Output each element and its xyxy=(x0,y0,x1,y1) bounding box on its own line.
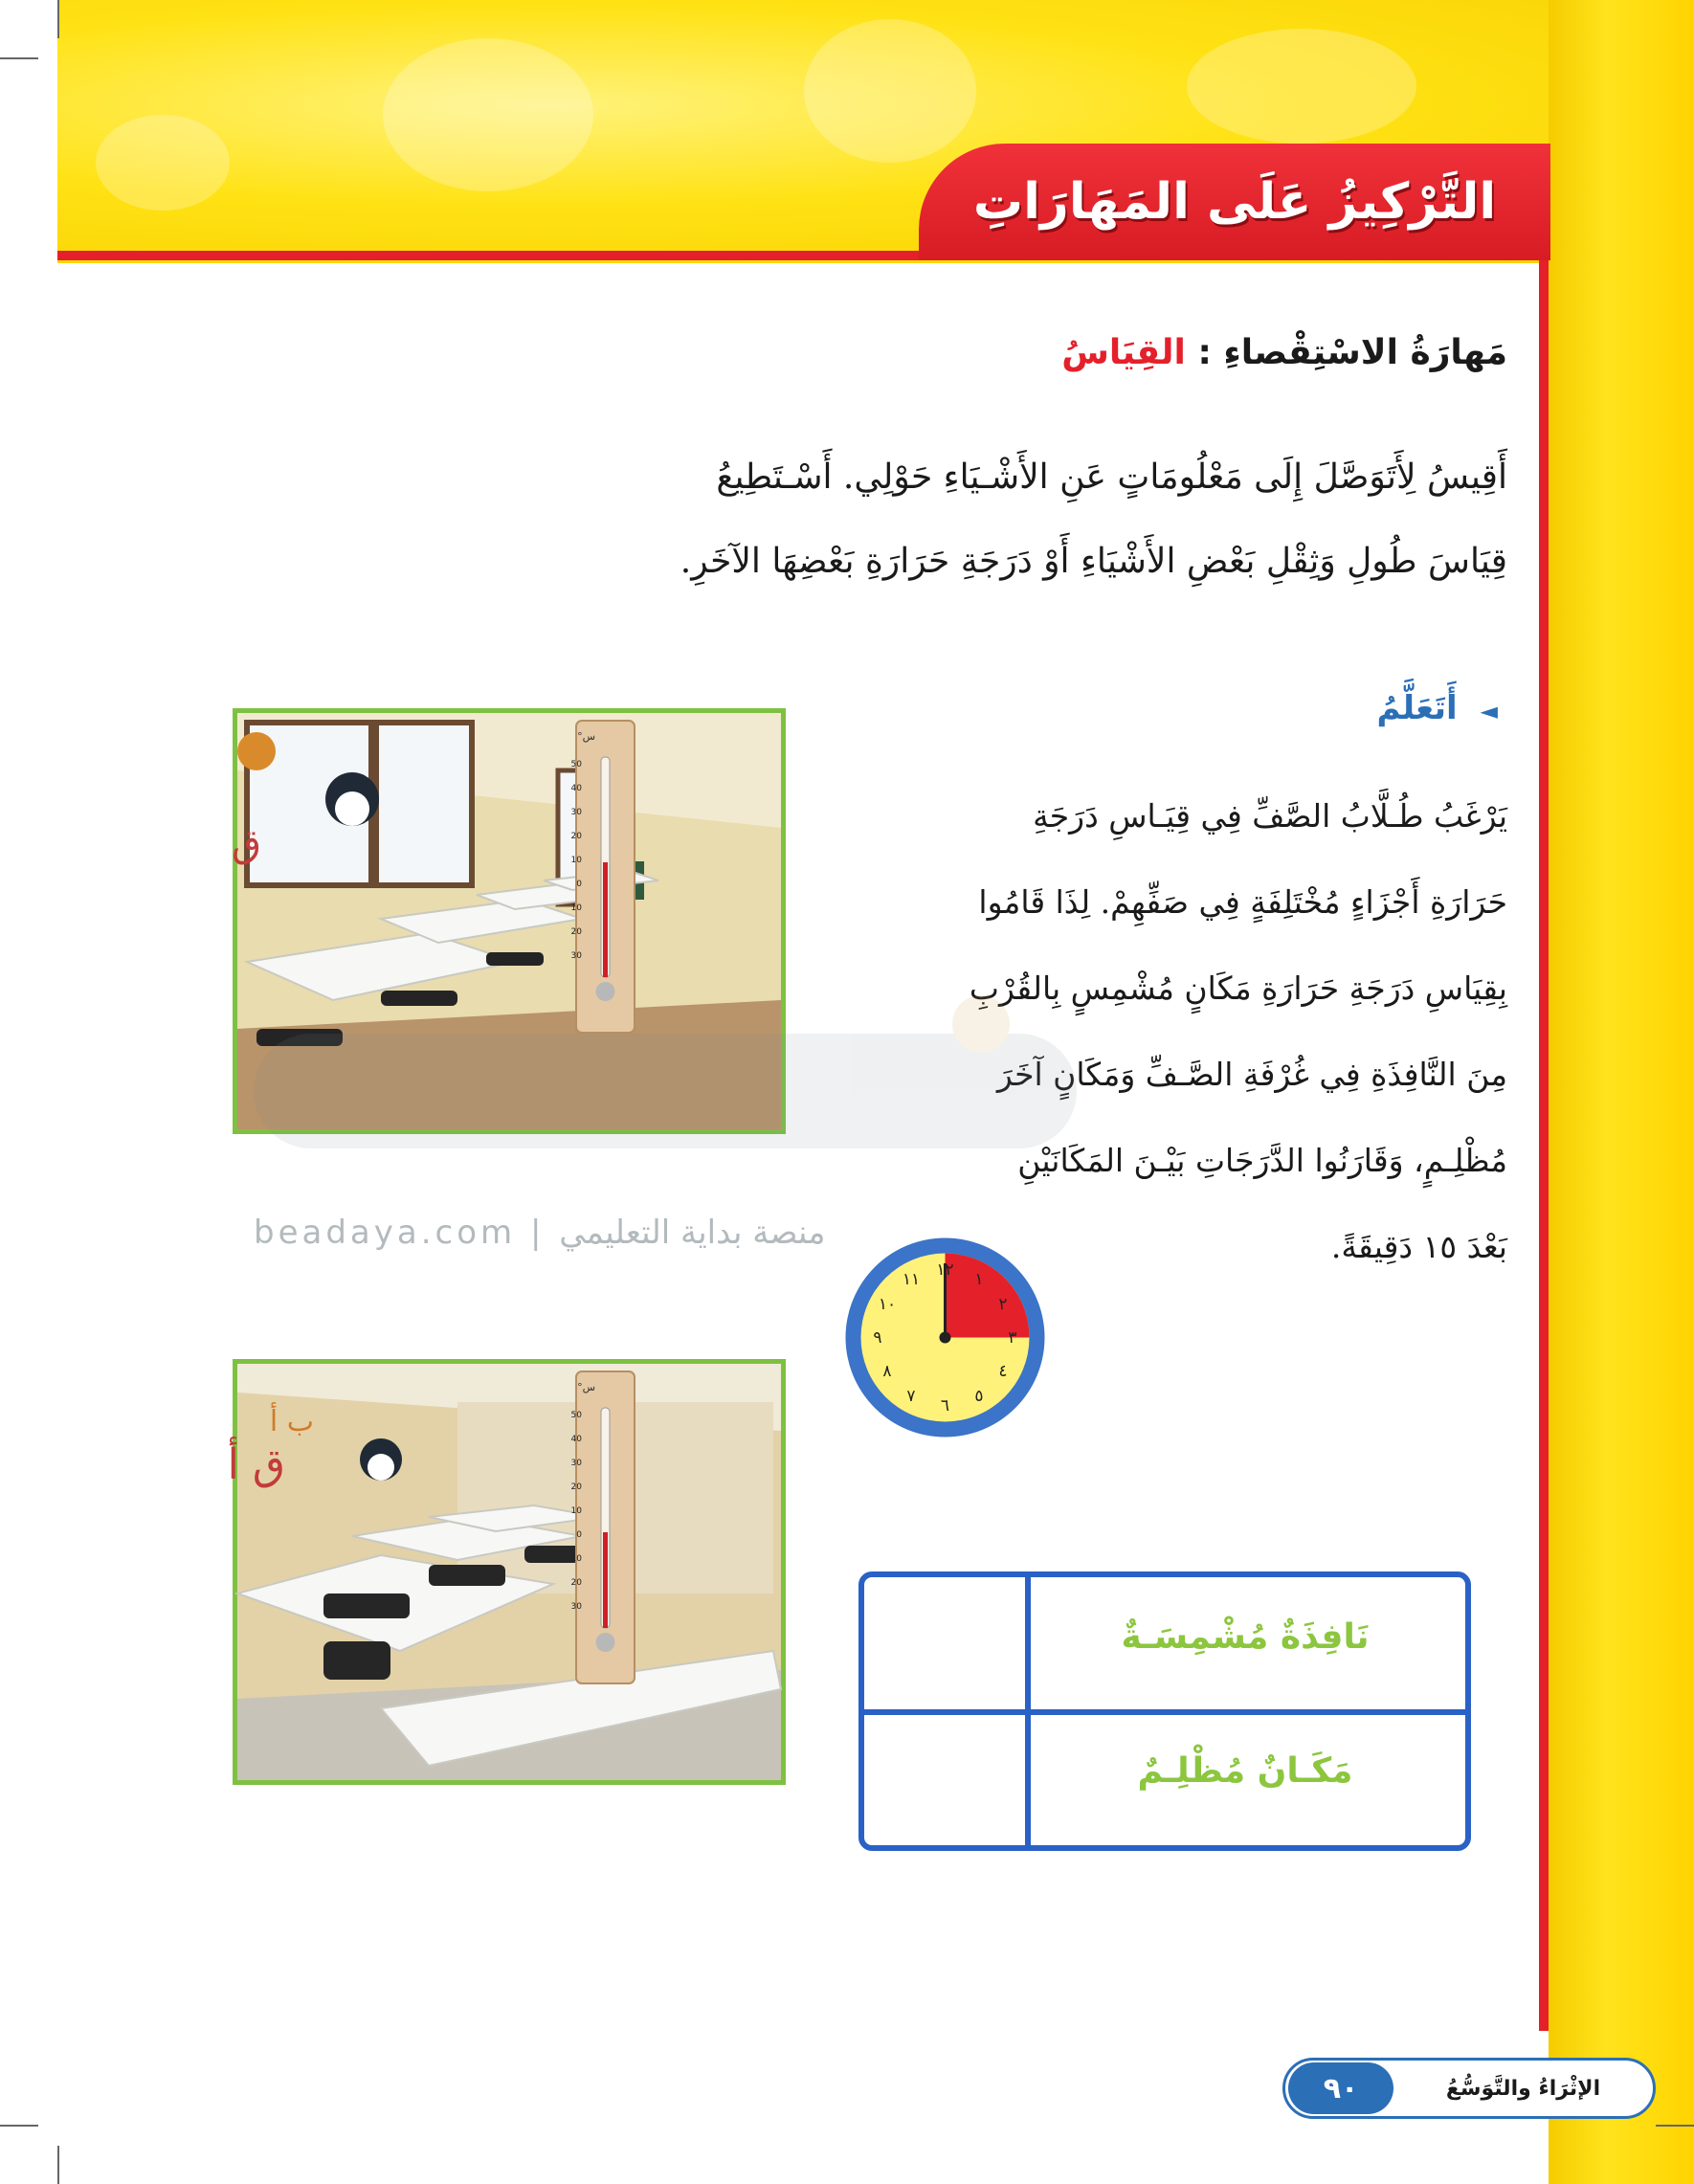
clock-icon xyxy=(842,1235,1048,1440)
learn-line: بِقِيَاسِ دَرَجَةِ حَرَارَةِ مَكَانٍ مُشْمِسٍ بِالقُرْبِ xyxy=(969,969,1507,1007)
skill-name: القِيَاسُ xyxy=(1061,333,1186,372)
intro-line: أَقِيسُ لِأَتَوَصَّلَ إِلَى مَعْلُومَاتٍ عَنِ الأَشْـيَاءِ حَوْلِي. أَسْـتَطِيعُ xyxy=(716,457,1507,497)
thermometer-scale-label: 0 xyxy=(576,880,582,889)
thermometer-scale-label: 40 xyxy=(570,784,582,793)
temperature-table xyxy=(858,1571,1471,1851)
thermometer-scale-label: 40 xyxy=(570,1435,582,1444)
thermometer-scale-label: 30 xyxy=(570,951,582,961)
watermark-logo xyxy=(254,976,1077,1187)
title-banner xyxy=(919,144,1550,260)
triangle-icon: ◄ xyxy=(1480,698,1498,724)
watermark-text: beadaya.com | منصة بداية التعليمي xyxy=(254,1214,826,1252)
clock-number: ١٠ xyxy=(878,1295,897,1314)
learn-line: مِنَ النَّافِذَةِ فِي غُرْفَةِ الصَّـفِّ وَمَكَانٍ آخَرَ xyxy=(996,1056,1507,1093)
thermometer-scale-label: 20 xyxy=(570,927,582,937)
page-number: ٩٠ xyxy=(1288,2062,1393,2114)
decor-bubble xyxy=(804,19,976,163)
thermometer-unit: س° xyxy=(577,1381,595,1393)
thermometer-scale-label: 30 xyxy=(570,1459,582,1468)
thermometer-scale-label: 20 xyxy=(570,832,582,841)
learn-line: حَرَارَةِ أَجْزَاءٍ مُخْتَلِفَةٍ فِي صَفِّهِمْ. لِذَا قَامُوا xyxy=(978,883,1507,921)
learn-line: يَرْغَبُ طُـلَّابُ الصَّفِّ فِي قِيَـاسِ دَرَجَةِ xyxy=(1033,797,1507,835)
dark-classroom-photo xyxy=(227,1359,786,1785)
svg-text:ق: ق xyxy=(231,822,261,866)
clock-number: ٢ xyxy=(998,1295,1008,1314)
intro-line: قِيَاسَ طُولِ وَثِقْلِ بَعْضِ الأَشْيَاءِ أَوْ دَرَجَةِ حَرَارَةِ بَعْضِهَا الآخَرِ. xyxy=(680,542,1507,581)
table-row-label: مَكَـانٌ مُظْلِـمٌ xyxy=(1137,1751,1353,1791)
crop-mark xyxy=(0,57,38,59)
side-background xyxy=(1549,0,1694,2184)
clock-number: ٣ xyxy=(1008,1328,1017,1348)
crop-mark xyxy=(57,2146,59,2184)
thermometer-scale-label: 10 xyxy=(570,1506,582,1516)
svg-text:ق أ: ق أ xyxy=(227,1440,285,1489)
decor-bubble xyxy=(96,115,230,211)
thermometer-scale-label: 30 xyxy=(570,808,582,817)
learn-line: مُظْلِـمٍ، وَقَارَنُوا الدَّرَجَاتِ بَيْـنَ المَكَانَيْنِ xyxy=(1017,1142,1507,1179)
table-divider xyxy=(864,1709,1465,1715)
clock-number: ٤ xyxy=(998,1362,1008,1381)
thermometer-scale-label: 10 xyxy=(570,856,582,865)
page-footer xyxy=(1282,2058,1656,2119)
clock-number: ٨ xyxy=(882,1362,892,1381)
crop-mark xyxy=(57,0,59,38)
table-divider xyxy=(1025,1577,1031,1845)
section-name: الإثْرَاءُ والتَّوَسُّعُ xyxy=(1445,2076,1601,2101)
thermometer-scale-label: 20 xyxy=(570,1578,582,1588)
table-row-label: نَافِذَةٌ مُشْمِسَـةٌ xyxy=(1121,1617,1370,1657)
thermometer-scale-label: 10 xyxy=(570,903,582,913)
learn-heading-text: أَتَعَلَّمُ xyxy=(1376,689,1458,727)
thermometer-scale-label: 0 xyxy=(576,1530,582,1540)
thermometer-scale-label: 10 xyxy=(570,1554,582,1564)
clock-number: ١١ xyxy=(902,1270,921,1289)
page-title: التَّرْكِيزُ عَلَى المَهَارَاتِ xyxy=(972,173,1497,231)
decor-bubble xyxy=(383,38,593,191)
side-red-rule xyxy=(1539,251,1549,2031)
clock-number: ٥ xyxy=(974,1387,984,1406)
intro-paragraph xyxy=(282,435,1507,604)
clock-number: ١ xyxy=(974,1270,984,1289)
learn-line: بَعْدَ ١٥ دَقِيقَةً. xyxy=(1330,1228,1507,1265)
clock-number: ٦ xyxy=(940,1396,950,1415)
crop-mark xyxy=(1656,2125,1694,2127)
thermometer-icon xyxy=(570,1370,636,1685)
thermometer-unit: س° xyxy=(577,730,595,743)
decor-bubble xyxy=(1187,29,1416,144)
skill-heading xyxy=(1061,333,1507,372)
clock-number: ٧ xyxy=(906,1387,916,1406)
thermometer-scale-label: 50 xyxy=(570,1411,582,1420)
clock-number: ١٢ xyxy=(936,1260,954,1280)
skill-prefix: مَهارَةُ الاسْتِقْصاءِ : xyxy=(1197,333,1507,372)
thermometer-scale-label: 20 xyxy=(570,1482,582,1492)
dark-classroom-illustration xyxy=(227,1364,781,1780)
table-value-cell[interactable] xyxy=(874,1723,1017,1838)
svg-text:ب أ: ب أ xyxy=(269,1405,314,1438)
thermometer-scale-label: 30 xyxy=(570,1602,582,1612)
learn-heading xyxy=(1377,689,1498,727)
clock-number: ٩ xyxy=(873,1328,882,1348)
thermometer-scale-label: 50 xyxy=(570,760,582,769)
table-value-cell[interactable] xyxy=(874,1587,1017,1702)
crop-mark xyxy=(0,2125,38,2127)
